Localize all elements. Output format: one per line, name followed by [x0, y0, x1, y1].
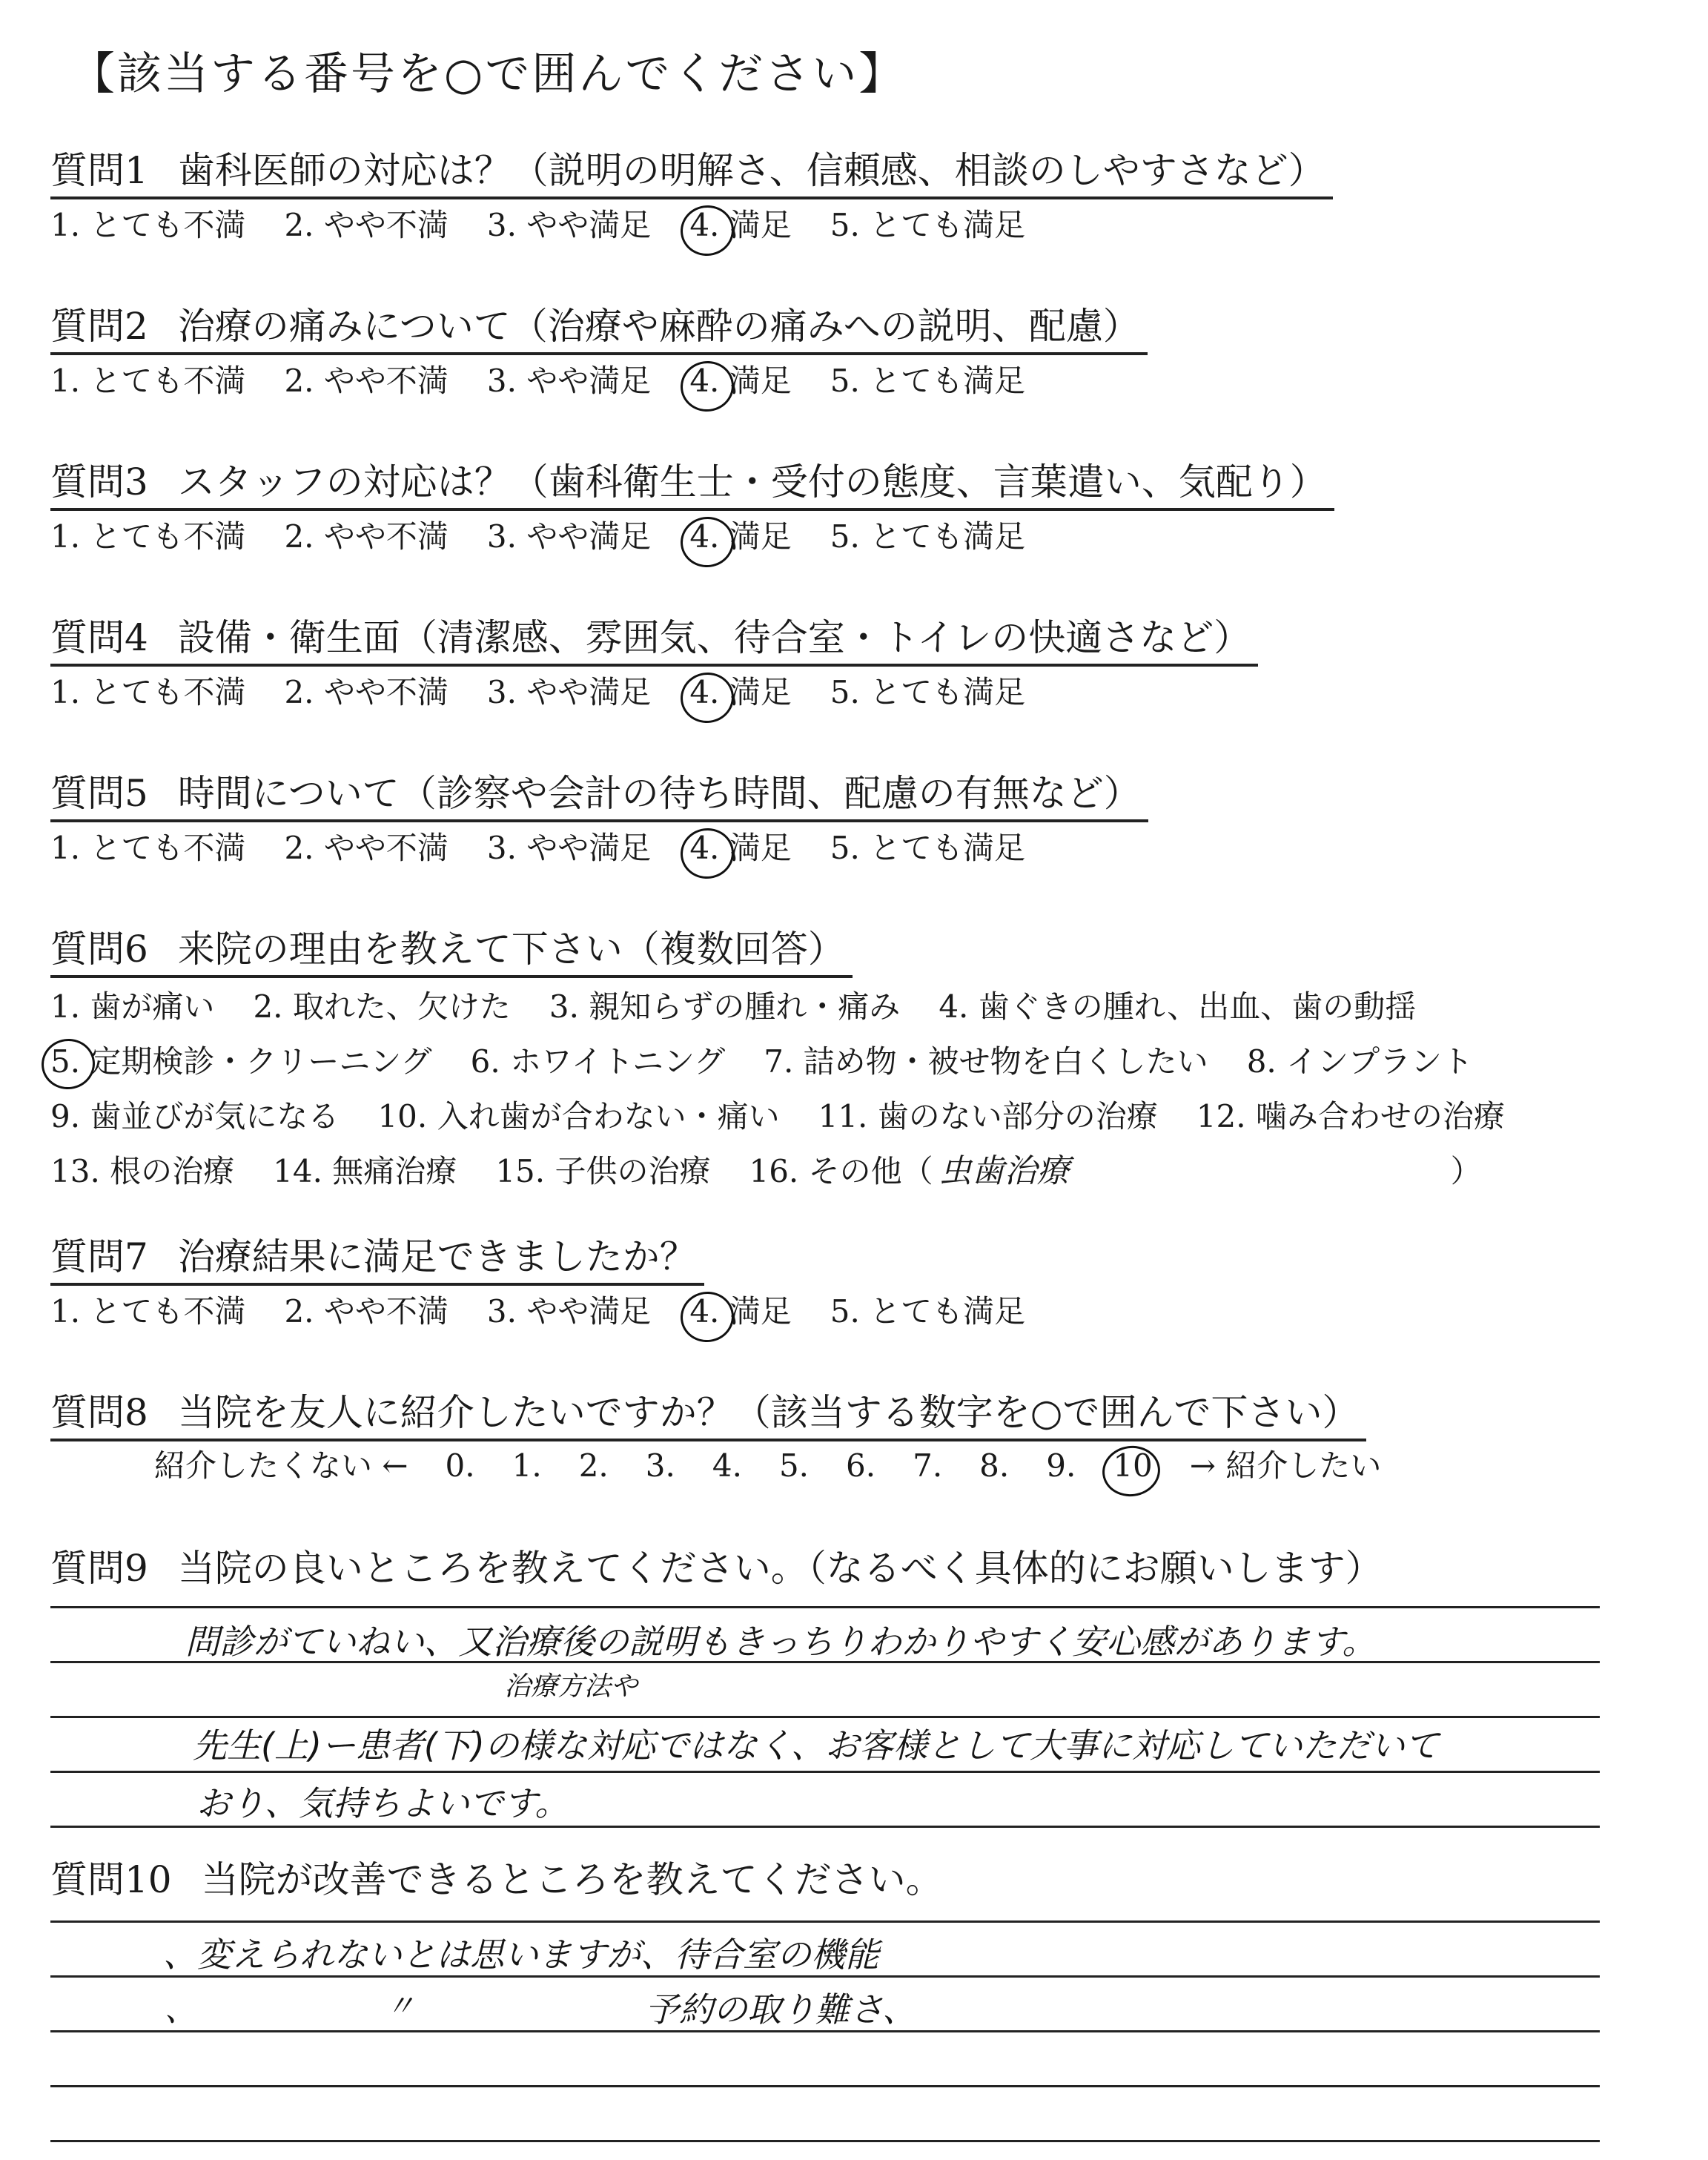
reason-row: [50, 1089, 1644, 1144]
scale-0[interactable]: 0.: [445, 1447, 475, 1484]
reason-option[interactable]: 14. 無痛治療: [273, 1153, 457, 1189]
reason-option[interactable]: 15. 子供の治療: [495, 1153, 711, 1189]
answer-line: [50, 2085, 1600, 2087]
question-9: [50, 1542, 1644, 1594]
option-1[interactable]: 1. とても不満: [50, 1293, 246, 1330]
option-3[interactable]: 3. やや満足: [486, 674, 652, 710]
reason-option[interactable]: 13. 根の治療: [50, 1153, 235, 1189]
reason-row: [50, 1034, 1644, 1089]
option-2[interactable]: 2. やや不満: [284, 207, 448, 243]
question-2: [50, 300, 1644, 406]
answer-line: [50, 1920, 1600, 1923]
option-1[interactable]: 1. とても不満: [50, 518, 246, 555]
question-heading: 質問6 来院の理由を教えて下さい（複数回答）: [50, 923, 853, 978]
answer-line: [50, 1771, 1600, 1773]
question-10: [50, 1854, 1644, 1906]
question-heading: 質問3 スタッフの対応は？（歯科衛生士・受付の態度、言葉遣い、気配り）: [50, 456, 1334, 511]
reason-option[interactable]: 8. インプラント: [1246, 1043, 1474, 1080]
option-4-circled[interactable]: 4. 満足: [689, 668, 791, 717]
option-3[interactable]: 3. やや満足: [486, 207, 652, 243]
question-5: [50, 767, 1644, 873]
reason-option[interactable]: 1. 歯が痛い: [50, 988, 215, 1025]
reason-option[interactable]: 2. 取れた、欠けた: [253, 988, 511, 1025]
q10-answer-line-2-prefix[interactable]: 、: [165, 1991, 197, 2029]
option-5[interactable]: 5. とても満足: [830, 363, 1026, 399]
reason-row: [50, 1144, 1644, 1199]
scale-2[interactable]: 2.: [578, 1447, 609, 1484]
answer-line: [50, 1606, 1600, 1608]
q9-answer-line-1[interactable]: 問診がていねい、又治療後の説明もきっちりわかりやすく安心感があります。: [185, 1622, 1377, 1662]
option-5[interactable]: 5. とても満足: [830, 830, 1026, 866]
question-heading: 質問5 時間について（診察や会計の待ち時間、配慮の有無など）: [50, 767, 1148, 822]
option-2[interactable]: 2. やや不満: [284, 1293, 448, 1330]
reason-option[interactable]: 11. 歯のない部分の治療: [818, 1098, 1158, 1135]
option-1[interactable]: 1. とても不満: [50, 674, 246, 710]
option-4-circled[interactable]: 4. 満足: [689, 201, 791, 250]
option-5[interactable]: 5. とても満足: [830, 518, 1026, 555]
reason-option[interactable]: 7. 詰め物・被せ物を白くしたい: [764, 1043, 1208, 1080]
q10-answer-ditto-mark[interactable]: 〃: [385, 1989, 415, 2024]
question-7: [50, 1231, 1644, 1336]
answer-line: [50, 1826, 1600, 1828]
question-8: [50, 1387, 1644, 1490]
answer-line: [50, 1716, 1600, 1718]
scale-10-circled[interactable]: 10: [1113, 1441, 1152, 1490]
answer-options: [50, 357, 1644, 406]
reason-option[interactable]: 3. 親知らずの腫れ・痛み: [549, 988, 901, 1025]
q9-answer-insert[interactable]: 治療方法や: [504, 1671, 638, 1702]
q10-answer-line-1[interactable]: 、変えられないとは思いますが、待合室の機能: [163, 1935, 879, 1975]
recommend-scale: [154, 1441, 1644, 1490]
scale-4[interactable]: 4.: [712, 1447, 742, 1484]
reason-option-5-circled[interactable]: 5. 定期検診・クリーニング: [50, 1034, 432, 1089]
question-heading: 質問10 当院が改善できるところを教えてください。: [50, 1858, 943, 1901]
reason-option[interactable]: 10. 入れ歯が合わない・痛い: [377, 1098, 780, 1135]
scale-3[interactable]: 3.: [645, 1447, 675, 1484]
question-heading: 質問1 歯科医師の対応は？（説明の明解さ、信頼感、相談のしやすさなど）: [50, 145, 1333, 199]
other-answer-handwritten[interactable]: 虫歯治療: [939, 1152, 1070, 1190]
option-4-circled[interactable]: 4. 満足: [689, 512, 791, 561]
option-3[interactable]: 3. やや満足: [486, 830, 652, 866]
option-3[interactable]: 3. やや満足: [486, 1293, 652, 1330]
scale-1[interactable]: 1.: [512, 1447, 542, 1484]
question-4: [50, 612, 1644, 717]
reason-option[interactable]: 9. 歯並びが気になる: [50, 1098, 340, 1135]
scale-6[interactable]: 6.: [846, 1447, 876, 1484]
answer-options: [50, 512, 1644, 561]
option-5[interactable]: 5. とても満足: [830, 1293, 1026, 1330]
scale-8[interactable]: 8.: [979, 1447, 1010, 1484]
option-4-circled[interactable]: 4. 満足: [689, 824, 791, 873]
option-4-circled[interactable]: 4. 満足: [689, 357, 791, 406]
answer-options: [50, 1287, 1644, 1336]
option-5[interactable]: 5. とても満足: [830, 674, 1026, 710]
reason-options: [50, 980, 1644, 1199]
reason-option-other[interactable]: 16. その他（: [749, 1153, 933, 1189]
option-5[interactable]: 5. とても満足: [830, 207, 1026, 243]
question-heading: 質問8 当院を友人に紹介したいですか？（該当する数字を○で囲んで下さい）: [50, 1387, 1366, 1441]
q10-answer-line-2[interactable]: 予約の取り難さ、: [645, 1989, 917, 2029]
question-3: [50, 456, 1644, 561]
scale-9[interactable]: 9.: [1046, 1447, 1076, 1484]
answer-line: [50, 2140, 1600, 2142]
option-2[interactable]: 2. やや不満: [284, 830, 448, 866]
question-heading: 質問2 治療の痛みについて（治療や麻酔の痛みへの説明、配慮）: [50, 300, 1148, 355]
answer-options: [50, 201, 1644, 250]
scale-5[interactable]: 5.: [778, 1447, 810, 1484]
option-3[interactable]: 3. やや満足: [486, 363, 652, 399]
q9-answer-line-2[interactable]: 先生(上)ー患者(下)の様な対応ではなく、お客様として大事に対応していただいて: [193, 1725, 1439, 1766]
option-2[interactable]: 2. やや不満: [284, 518, 448, 555]
question-heading: 質問4 設備・衛生面（清潔感、雰囲気、待合室・トイレの快適さなど）: [50, 612, 1258, 667]
option-4-circled[interactable]: 4. 満足: [689, 1287, 791, 1336]
answer-options: [50, 824, 1644, 873]
reason-option[interactable]: 6. ホワイトニング: [470, 1043, 726, 1080]
question-heading: 質問9 当院の良いところを教えてください。（なるべく具体的にお願いします）: [50, 1547, 1383, 1590]
option-2[interactable]: 2. やや不満: [284, 363, 448, 399]
option-3[interactable]: 3. やや満足: [486, 518, 652, 555]
question-6: [50, 923, 1644, 1199]
scale-7[interactable]: 7.: [913, 1447, 943, 1484]
other-close-paren: ）: [1450, 1153, 1482, 1189]
instruction-heading: 【該当する番号を○で囲んでください】: [70, 48, 906, 100]
reason-option[interactable]: 12. 噛み合わせの治療: [1196, 1098, 1505, 1135]
q9-answer-line-3[interactable]: おり、気持ちよいです。: [196, 1783, 569, 1823]
scale-right-label: → 紹介したい: [1189, 1447, 1382, 1484]
option-1[interactable]: 1. とても不満: [50, 830, 246, 866]
reason-row: [50, 980, 1644, 1034]
option-1[interactable]: 1. とても不満: [50, 363, 246, 399]
option-2[interactable]: 2. やや不満: [284, 674, 448, 710]
question-1: [50, 145, 1644, 250]
scale-left-label: 紹介したくない ←: [154, 1447, 408, 1484]
reason-option[interactable]: 4. 歯ぐきの腫れ、出血、歯の動揺: [939, 988, 1417, 1025]
question-heading: 質問7 治療結果に満足できましたか？: [50, 1231, 704, 1286]
option-1[interactable]: 1. とても不満: [50, 207, 246, 243]
answer-options: [50, 668, 1644, 717]
